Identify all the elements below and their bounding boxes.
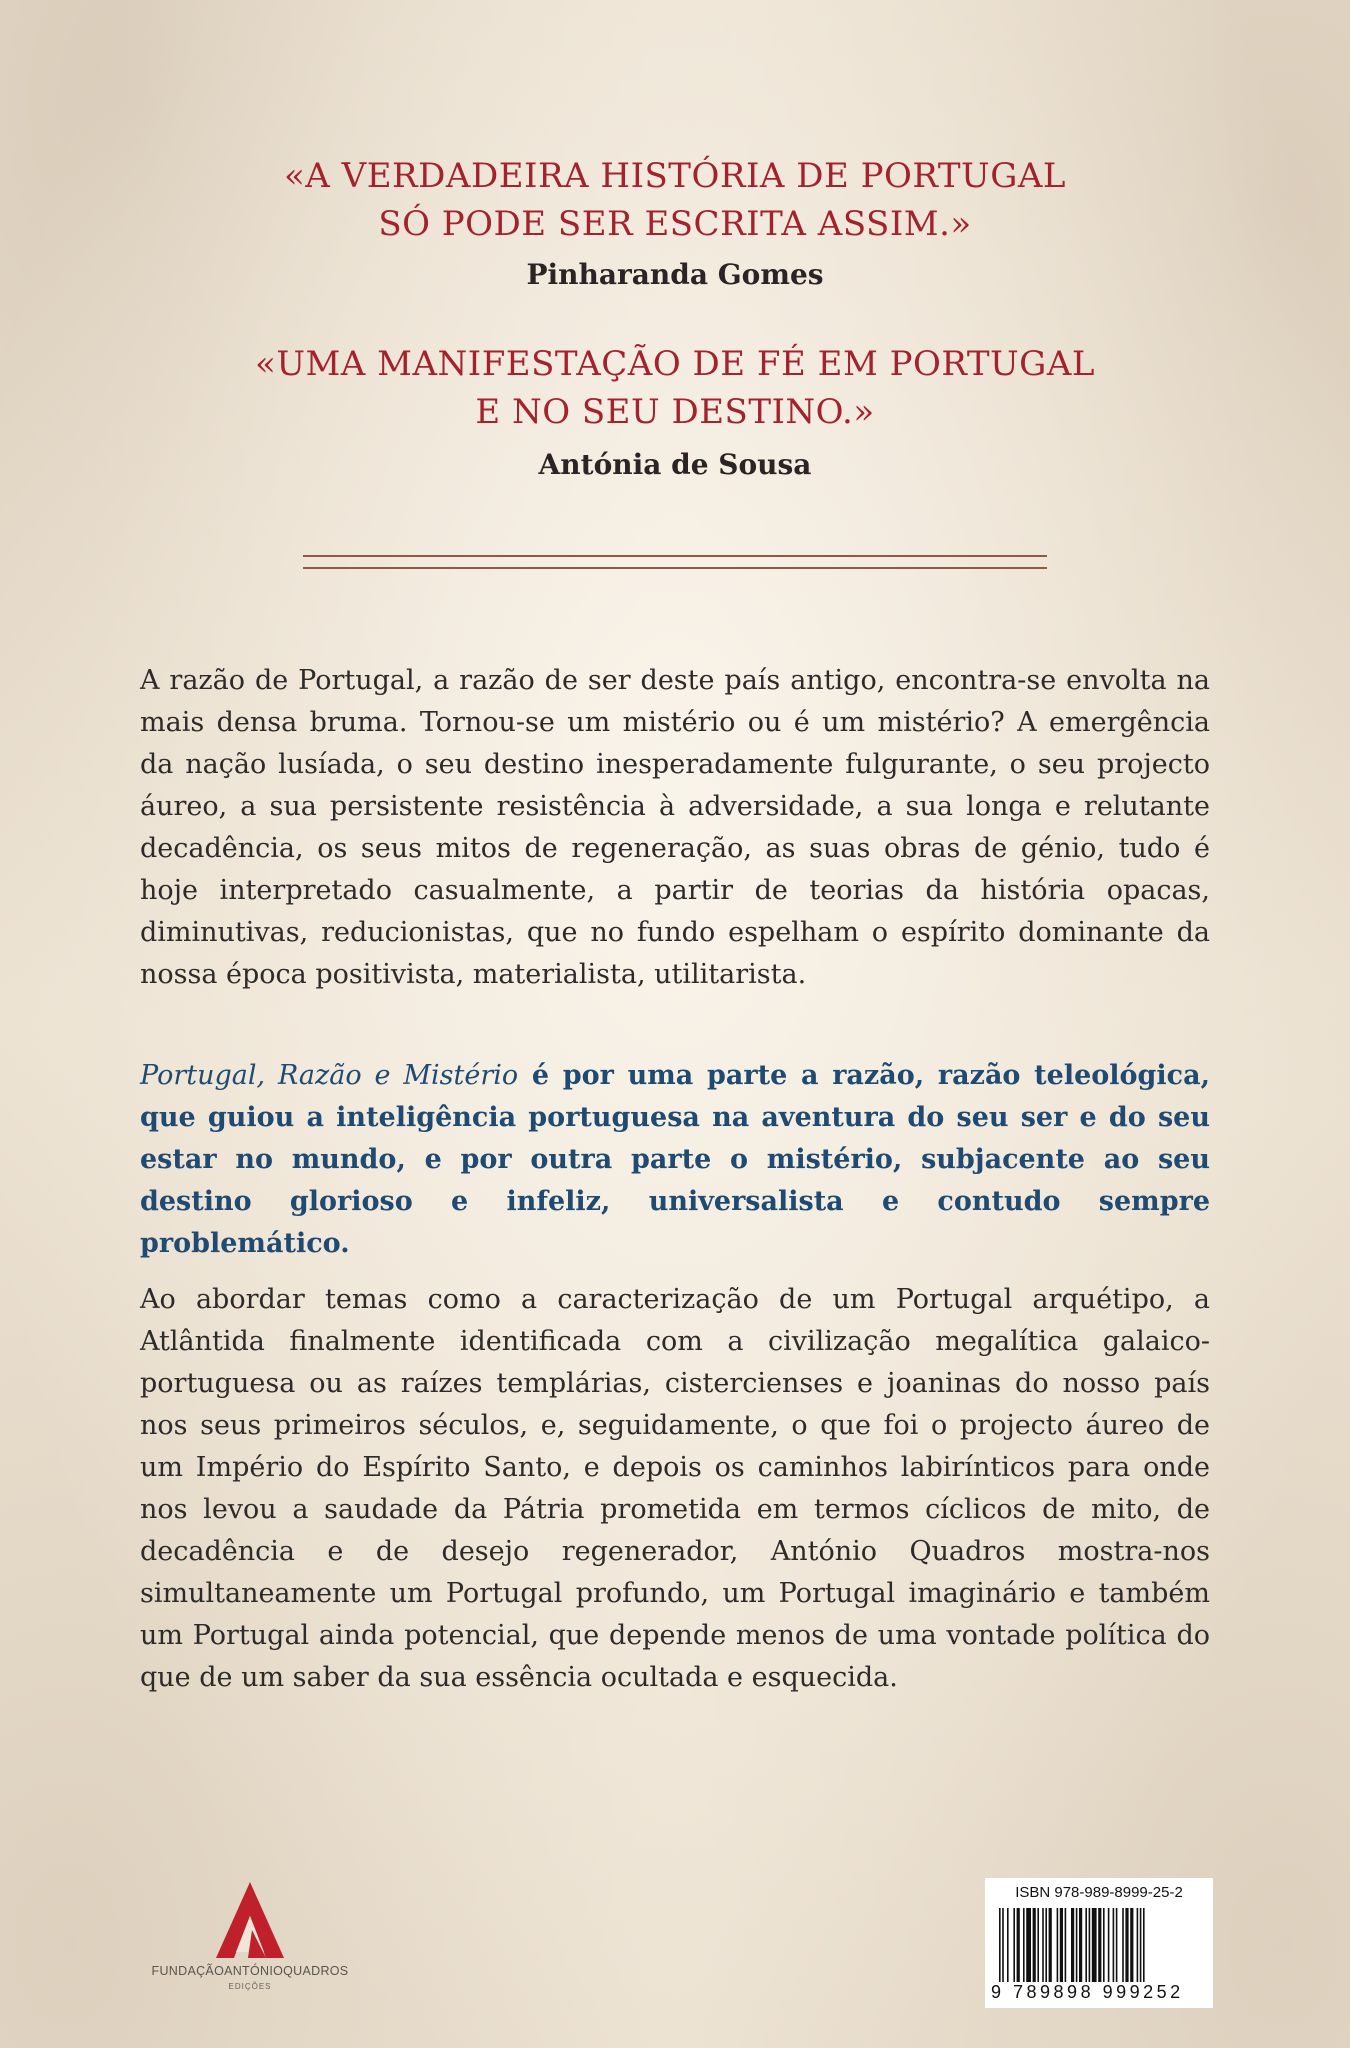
quote-2 <box>0 340 1350 436</box>
isbn-label: ISBN 978-989-8999-25-2 <box>1015 1884 1183 1901</box>
publisher-logo <box>140 1878 360 1998</box>
quote-2-author: Antónia de Sousa <box>538 448 812 481</box>
publisher-name: FUNDAÇÃOANTÓNIOQUADROS <box>151 1964 349 1978</box>
quote-1-author: Pinharanda Gomes <box>526 258 824 291</box>
isbn-barcode <box>985 1878 1213 2008</box>
quote-1-line-1: «A VERDADEIRA HISTÓRIA DE PORTUGAL <box>284 156 1066 196</box>
body-paragraph-3: Ao abordar temas como a caracterização de um Portugal arquétipo, a Atlântida finalmente identificada com a civilização megalítica galaico-portuguesa ou as raízes templárias, cistercienses e joaninas do nosso país nos seus primeiros séculos, e, seguidamente, o que foi o projecto áureo de um Império do Espírito Santo, e depois os caminhos labirínticos para onde nos levou a saudade da Pátria prometida em termos cíclicos de mito, de decadência e de desejo regenerador, António Quadros mostra-nos simultaneamente um Portugal profundo, um Portugal imaginário e também um Portugal ainda potencial, que depende menos de uma vontade política do que de um saber da sua essência ocultada e esquecida. <box>140 1284 1210 1693</box>
book-title: Portugal, Razão e Mistério <box>140 1060 519 1091</box>
divider-rule-top <box>303 555 1047 557</box>
quote-1 <box>0 152 1350 248</box>
barcode-bars <box>999 1908 1199 1982</box>
divider-rule-bottom <box>303 567 1047 569</box>
quote-2-line-1: «UMA MANIFESTAÇÃO DE FÉ EM PORTUGAL <box>255 344 1095 384</box>
quote-1-line-2: SÓ PODE SER ESCRITA ASSIM.» <box>378 204 972 244</box>
barcode-digits: 9 789898 999252 <box>991 1982 1184 2002</box>
body-paragraph-1: A razão de Portugal, a razão de ser deste país antigo, encontra-se envolta na mais densa bruma. Tornou-se um mistério ou é um mistério? A emergência da nação lusíada, o seu destino inesperadamente fulgurante, o seu projecto áureo, a sua persistente resistência à adversidade, a sua longa e relutante decadência, os seus mitos de regeneração, as suas obras de génio, tudo é hoje interpretado casualmente, a partir de teorias da história opacas, diminutivas, reducionistas, que no fundo espelham o espírito dominante da nossa época positivista, materialista, utilitarista. <box>140 665 1210 990</box>
publisher-emblem-icon <box>208 1878 292 1962</box>
publisher-subtitle: EDIÇÕES <box>228 1982 272 1991</box>
body-paragraph-2 <box>140 1055 1210 1265</box>
body-paragraph-2-text: é por uma parte a razão, razão teleológica, que guiou a inteligência portuguesa na aventura do seu ser e do seu estar no mundo, e por outra parte o mistério, subjacente ao seu destino glorioso e infeliz, universalista e contudo sempre problemático. <box>140 1060 1210 1259</box>
quote-2-line-2: E NO SEU DESTINO.» <box>475 392 875 432</box>
